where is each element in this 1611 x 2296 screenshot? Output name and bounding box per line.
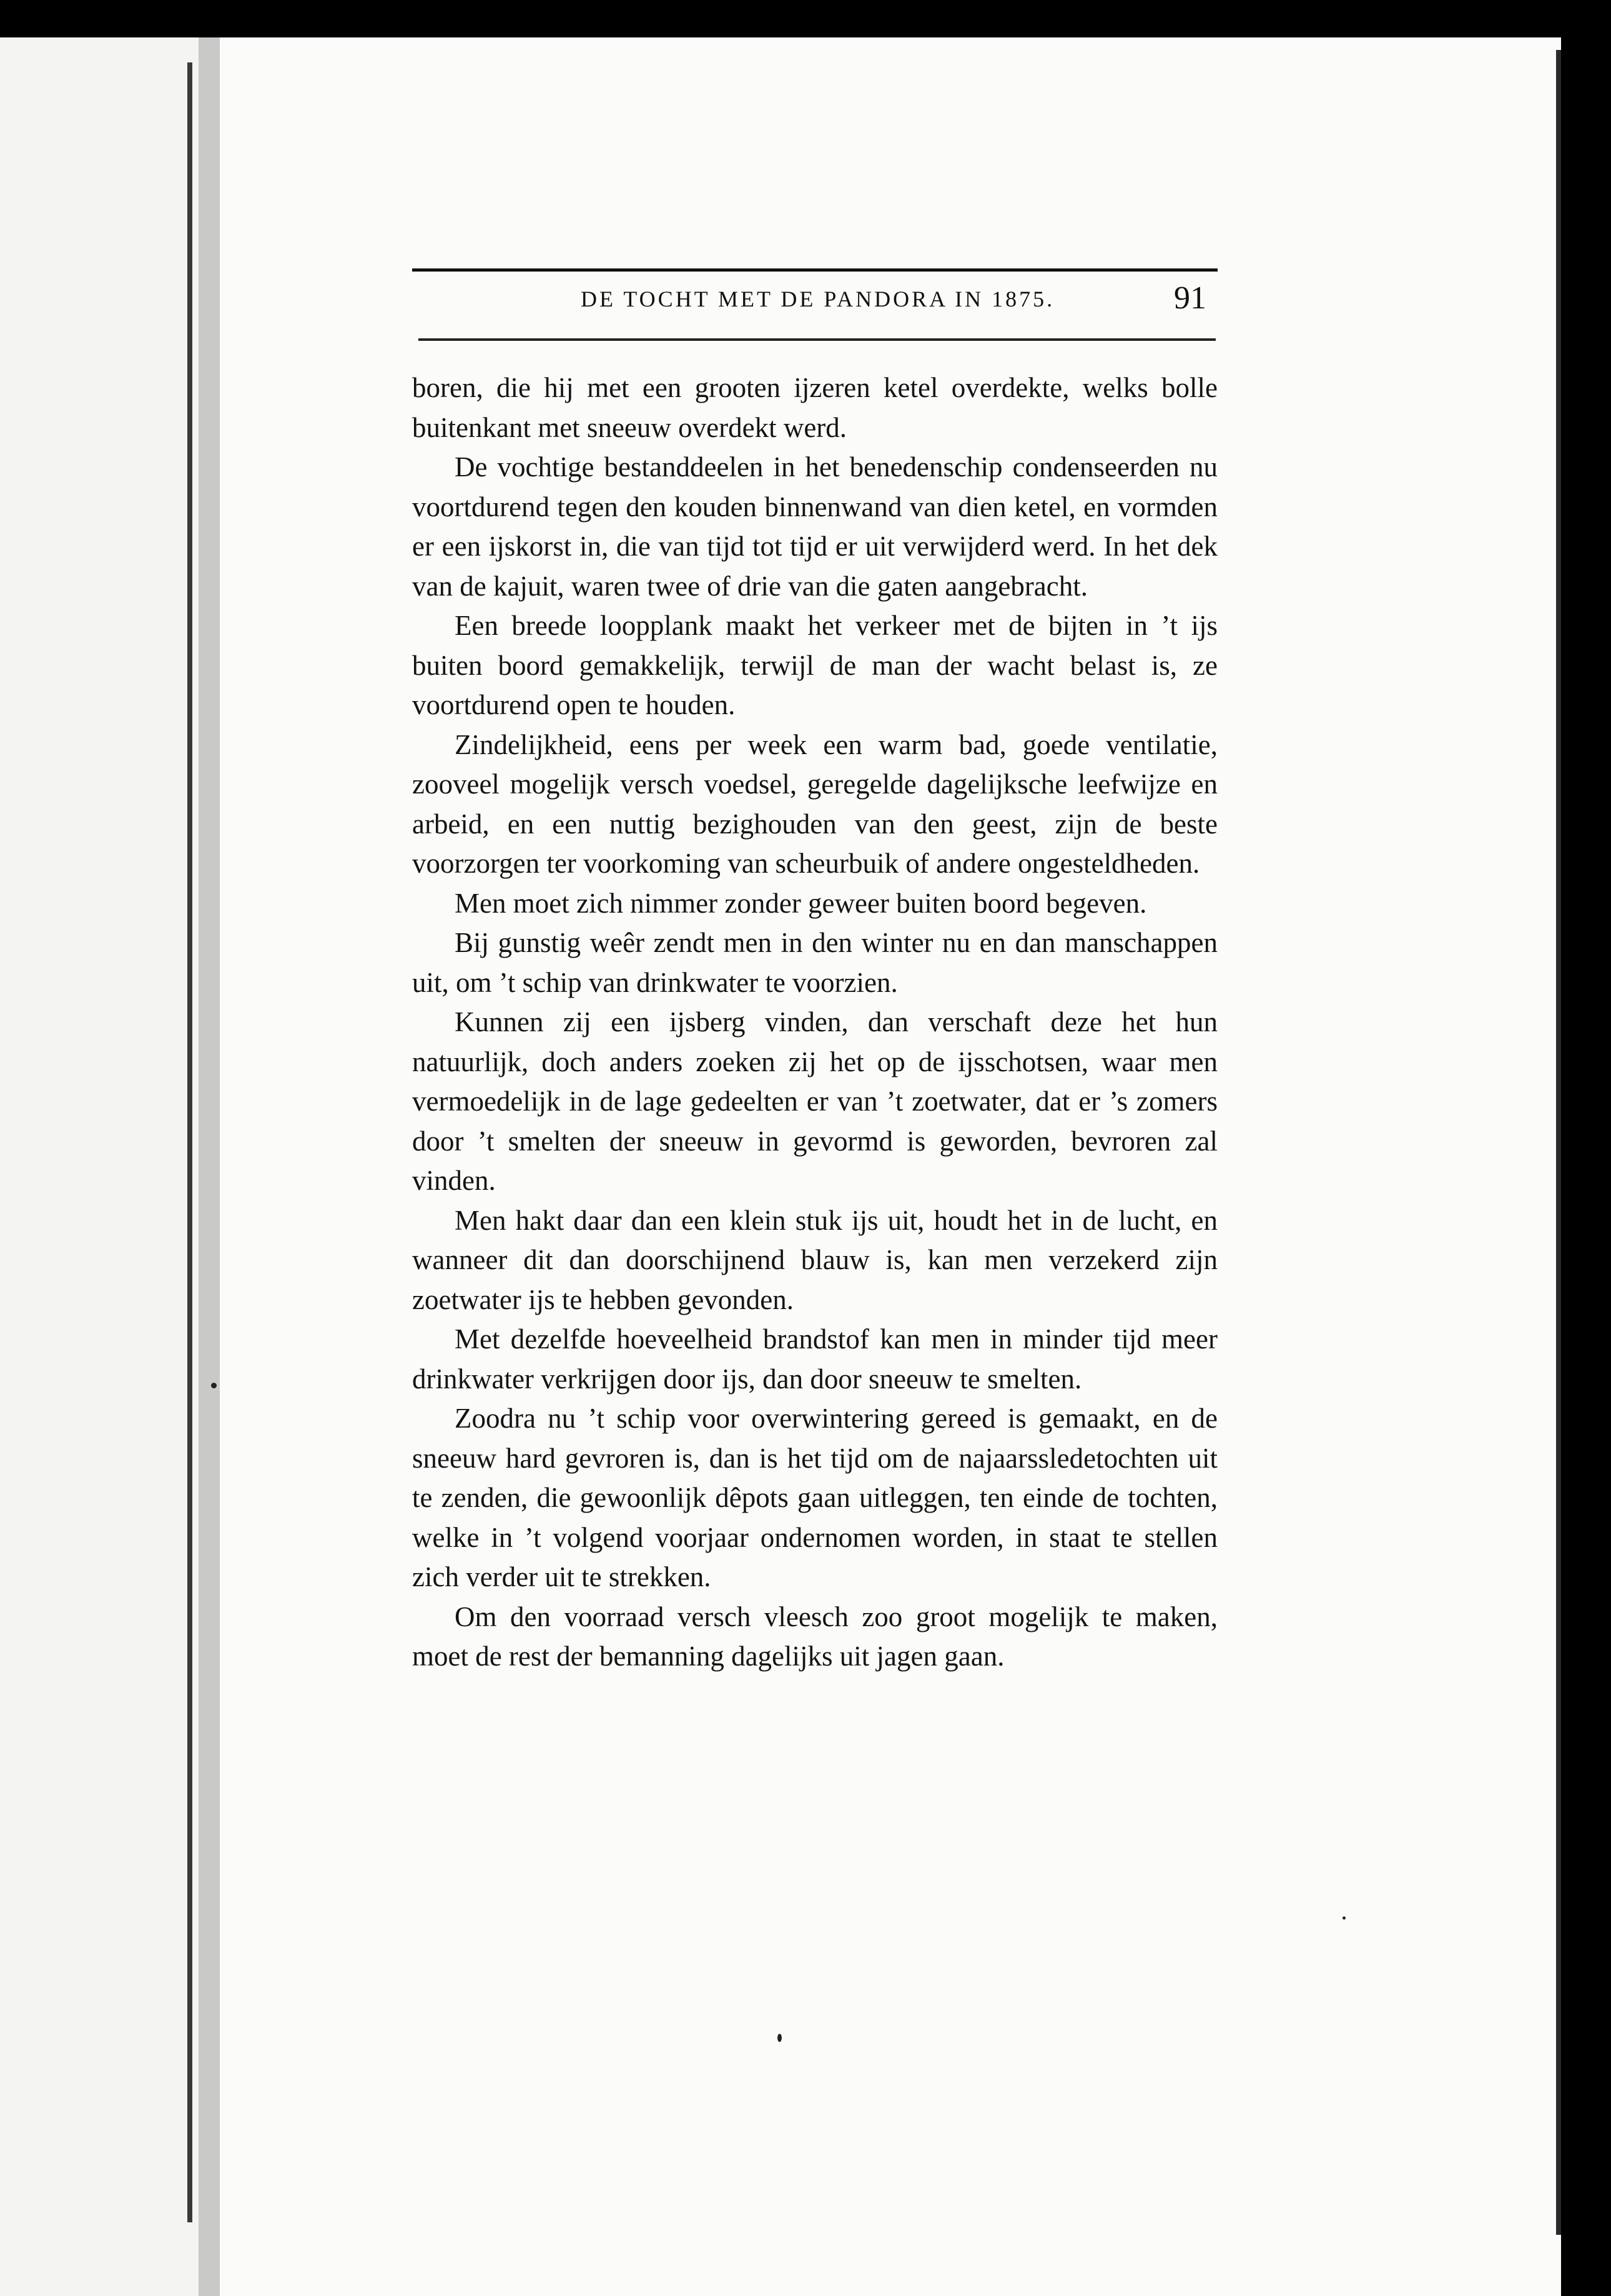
paragraph: Met dezelfde hoeveelheid brandstof kan men in minder tijd meer drinkwater verkrijgen door ijs, dan door sneeuw te smelten. — [412, 1323, 1218, 1395]
paragraph: De vochtige bestanddeelen in het benedenschip condenseerden nu voortdurend tegen den kouden binnenwand van dien ketel, en vormden er een ijskorst in, die van tijd tot tijd er uit verwijderd werd. In het dek van de kajuit, waren twee of drie van die gaten aangebracht. — [412, 451, 1218, 602]
left-page-edge — [187, 62, 192, 2222]
running-title: DE TOCHT MET DE PANDORA IN 1875. — [581, 287, 1055, 312]
scan-speck — [1342, 1916, 1346, 1920]
paragraph: Kunnen zij een ijsberg vinden, dan verschaft deze het hun natuurlijk, doch anders zoeken zij het op de ijsschotsen, waar men vermoedelijk in de lage gedeelten er van ’t zoetwater, dat er ’s zomers door ’t smelten der sneeuw in gevormd is geworden, bevroren zal vinden. — [412, 1006, 1218, 1196]
paragraph: Men moet zich nimmer zonder geweer buiten boord begeven. — [455, 887, 1147, 919]
running-header — [412, 268, 1218, 350]
page-right-edge — [1561, 37, 1611, 2260]
header-rule-bottom — [418, 338, 1216, 341]
page-number: 91 — [1174, 280, 1206, 316]
paragraph: Zindelijkheid, eens per week een warm bad, goede ventilatie, zooveel mogelijk versch voedsel, geregelde dagelijksche leefwijze en arbeid, en een nuttig bezighouden van den geest, zijn de beste voorzorgen ter voorkoming van scheurbuik of andere ongesteldheden. — [412, 729, 1218, 879]
paragraph: Bij gunstig weêr zendt men in den winter nu en dan manschappen uit, om ’t schip van drinkwater te voorzien. — [412, 927, 1218, 998]
book-gutter — [199, 37, 220, 2296]
paragraph: boren, die hij met een grooten ijzeren ketel overdekte, welks bolle buitenkant met sneeuw overdekt werd. — [412, 372, 1218, 443]
paragraph: Men hakt daar dan een klein stuk ijs uit, houdt het in de lucht, en wanneer dit dan doorschijnend blauw is, kan men verzekerd zijn zoetwater ijs te hebben gevonden. — [412, 1204, 1218, 1315]
left-page-margin — [0, 37, 199, 2296]
paragraph: Zoodra nu ’t schip voor overwintering gereed is gemaakt, en de sneeuw hard gevroren is, dan is het tijd om de najaarssledetochten uit te zenden, die gewoonlijk dêpots gaan uitleggen, ten einde de tochten, welke in ’t volgend voorjaar ondernomen worden, in staat te stellen zich verder uit te strekken. — [412, 1403, 1218, 1592]
body-text — [412, 368, 1218, 1677]
scan-speck — [777, 2034, 782, 2042]
header-rule-top — [412, 268, 1218, 272]
paragraph: Een breede loopplank maakt het verkeer met de bijten in ’t ijs buiten boord gemakkelijk, terwijl de man der wacht belast is, ze voortdurend open te houden. — [412, 610, 1218, 720]
scan-speck — [211, 1383, 217, 1388]
page-right-edge-line — [1556, 50, 1561, 2235]
paragraph: Om den voorraad versch vleesch zoo groot mogelijk te maken, moet de rest der bemanning dagelijks uit jagen gaan. — [412, 1601, 1218, 1672]
